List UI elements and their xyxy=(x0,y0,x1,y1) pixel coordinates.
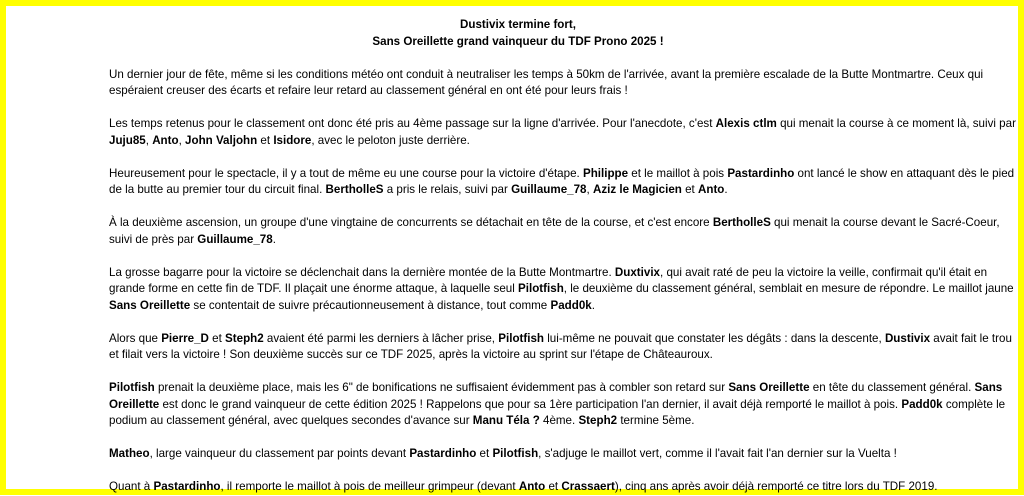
paragraph-spacer xyxy=(17,364,1019,381)
text-run: , s'adjuge le maillot vert, comme il l'avait fait l'an dernier sur la Vuelta ! xyxy=(538,447,897,460)
paragraph-8 xyxy=(17,446,1019,463)
text-run: , qui avait raté de peu la victoire la veille, confirmait qu'il était en grande forme en cette fin de TDF. Il plaçait une énorme attaque, à laquelle seul xyxy=(109,265,988,295)
paragraph-spacer xyxy=(17,199,1019,216)
bold-name: BertholleS xyxy=(325,183,384,196)
text-run: , large vainqueur du classement par points devant xyxy=(149,447,410,460)
text-run: complète le podium au classement général, avec quelques secondes d'avance sur xyxy=(109,397,1006,427)
text-run: La grosse bagarre pour la victoire se déclenchait dans la dernière montée de la Butte Montmartre. xyxy=(109,265,615,279)
paragraph-spacer xyxy=(17,50,1019,67)
bold-name: Pilotfish xyxy=(498,331,544,345)
bold-name: John Valjohn xyxy=(185,133,258,147)
bold-name: Crassaert xyxy=(561,480,615,493)
text-run: ), cinq ans après avoir déjà remporté ce titre lors du TDF 2019. xyxy=(614,480,938,493)
bold-name: Pilotfish xyxy=(109,381,155,394)
text-run: . xyxy=(591,298,595,312)
text-run: , il remporte le maillot à pois de meilleur grimpeur (devant xyxy=(220,480,519,493)
text-run: À la deuxième ascension, un groupe d'une vingtaine de concurrents se détachait en tête de la course, et c'est encore xyxy=(109,216,713,229)
text-run: et xyxy=(681,183,698,196)
text-run: , xyxy=(586,183,593,196)
bold-name: Steph2 xyxy=(578,414,618,427)
text-run: lui-même ne pouvait que constater les dégâts : dans la descente, xyxy=(544,331,885,345)
bold-name: Padd0k xyxy=(901,397,943,411)
text-run: 4ème. xyxy=(539,414,579,427)
text-run: se contentait de suivre précautionneusement à distance, tout comme xyxy=(190,298,551,312)
text-run: Les temps retenus pour le classement ont donc été pris au 4ème passage sur la ligne d'arrivée. Pour l'anecdote, c'est xyxy=(109,117,716,130)
bold-name: Dustivix xyxy=(884,331,931,345)
text-run: a pris le relais, suivi par xyxy=(383,183,512,196)
text-run: et xyxy=(257,133,274,147)
text-run: . xyxy=(272,232,276,246)
text-run: Alors que xyxy=(109,331,162,345)
text-run: , le deuxième du classement général, semblait en mesure de répondre. Le maillot jaune xyxy=(563,282,1014,295)
bold-name: Alexis ctlm xyxy=(715,117,777,130)
text-run: et xyxy=(476,447,493,460)
bold-name: Philippe xyxy=(582,166,629,180)
paragraph-spacer xyxy=(17,430,1019,447)
bold-name: Aziz le Magicien xyxy=(592,183,682,196)
text-run: est donc le grand vainqueur de cette édition 2025 ! Rappelons que pour sa 1ère participation l'an dernier, il avait déjà remporté le maillot à pois. xyxy=(159,397,902,411)
bold-name: Sans Oreillette xyxy=(109,381,1003,411)
bold-name: Isidore xyxy=(273,133,312,147)
paragraph-spacer xyxy=(17,149,1019,166)
text-run: en tête du classement général. xyxy=(809,381,975,394)
paragraph-6 xyxy=(17,331,1019,364)
paragraph-5 xyxy=(17,265,1019,315)
paragraph-9 xyxy=(17,479,1019,496)
bold-name: Pilotfish xyxy=(492,447,539,460)
text-run: Un dernier jour de fête, même si les conditions météo ont conduit à neutraliser les temps à 50km de l'arrivée, avant la première escalade de la Butte Montmartre. Ceux qui espéraient creuser des écarts et refaire leur retard au classement général en ont été pour leurs frais ! xyxy=(109,67,984,97)
text-run: qui menait la course à ce moment là, suivi par xyxy=(776,117,1016,130)
text-run: prenait la deuxième place, mais les 6" de bonifications ne suffisaient évidemment pas à combler son retard sur xyxy=(154,381,729,394)
bold-name: Pastardinho xyxy=(153,480,221,493)
bold-name: Matheo xyxy=(109,447,150,460)
text-run: termine 5ème. xyxy=(617,414,695,427)
paragraph-spacer xyxy=(17,100,1019,117)
paragraph-spacer xyxy=(17,463,1019,480)
paragraph-spacer xyxy=(17,314,1019,331)
text-run: ont lancé le show en attaquant dès le pied de la butte au premier tour du circuit final. xyxy=(109,166,1015,196)
text-run: qui menait la course devant le Sacré-Coeur, suivi de près par xyxy=(109,216,1000,246)
bold-name: Guillaume_78 xyxy=(511,183,587,196)
text-run: et xyxy=(545,480,562,493)
bold-name: Guillaume_78 xyxy=(197,232,273,246)
text-run: , xyxy=(178,133,186,147)
paragraph-2 xyxy=(17,116,1019,149)
title-line-1: Dustivix termine fort, xyxy=(460,18,576,31)
bold-name: Pastardinho xyxy=(409,447,477,460)
bold-name: Padd0k xyxy=(550,298,592,312)
text-run: Heureusement pour le spectacle, il y a tout de même eu une course pour la victoire d'étape. xyxy=(109,166,583,180)
bold-name: Sans Oreillette xyxy=(109,298,191,312)
bold-name: Pastardinho xyxy=(727,166,795,180)
paragraph-4 xyxy=(17,215,1019,248)
bold-name: Pierre_D xyxy=(161,331,209,345)
bold-name: Steph2 xyxy=(225,331,264,345)
text-run: avait fait le trou et filait vers la victoire ! Son deuxième succès sur ce TDF 2025, après la victoire au sprint sur l'étape de Châteauroux. xyxy=(109,331,1012,361)
bold-name: Anto xyxy=(152,133,179,147)
bold-name: Pilotfish xyxy=(518,282,564,295)
article-body xyxy=(17,50,1019,496)
paragraph-3 xyxy=(17,166,1019,199)
bold-name: Anto xyxy=(697,183,725,196)
paragraph-7 xyxy=(17,380,1019,430)
bold-name: Sans Oreillette xyxy=(728,381,810,394)
text-run: , avec le peloton juste derrière. xyxy=(311,133,470,147)
text-run: et xyxy=(208,331,226,345)
bold-name: BertholleS xyxy=(712,216,771,229)
bold-name: Juju85 xyxy=(109,133,146,147)
bold-name: Manu Téla ? xyxy=(472,414,540,427)
text-run: et le maillot à pois xyxy=(628,166,728,180)
text-run: avaient été parmi les derniers à lâcher prise, xyxy=(263,331,499,345)
article-title xyxy=(17,17,1019,50)
title-line-2: Sans Oreillette grand vainqueur du TDF Prono 2025 ! xyxy=(372,34,664,48)
bold-name: Duxtivix xyxy=(614,265,661,279)
text-run: Quant à xyxy=(109,480,154,493)
paragraph-spacer xyxy=(17,248,1019,265)
paragraph-1 xyxy=(17,67,1019,100)
bold-name: Anto xyxy=(518,480,546,493)
article xyxy=(17,17,1019,496)
text-run: , xyxy=(145,133,153,147)
text-run: . xyxy=(724,183,728,196)
